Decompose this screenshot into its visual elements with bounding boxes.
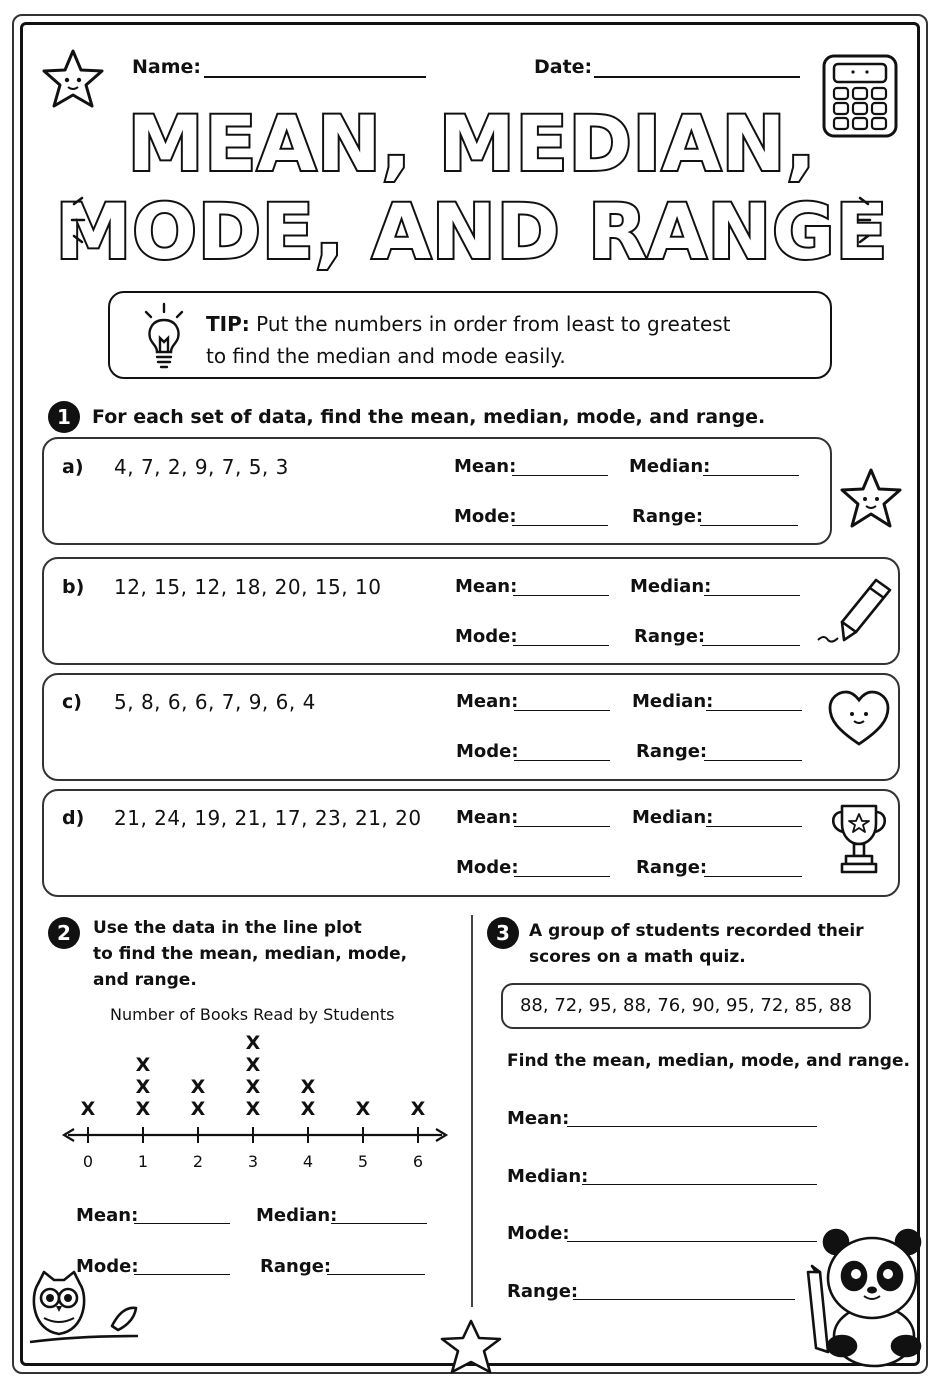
median-answer-field[interactable] (706, 826, 802, 827)
plot-tick-label: 4 (302, 1152, 314, 1171)
plot-tick-label: 5 (357, 1152, 369, 1171)
plot-x-mark: X (190, 1098, 206, 1120)
median-label: Median: (256, 1205, 338, 1226)
mean-label: Mean: (455, 576, 518, 597)
range-label: Range: (636, 741, 708, 762)
plot-x-mark: X (190, 1076, 206, 1098)
sparkle-left-icon (54, 190, 94, 250)
plot-tick-label: 3 (247, 1152, 259, 1171)
range-answer-field[interactable] (704, 760, 802, 761)
panda-icon (802, 1228, 922, 1368)
mode-label: Mode: (76, 1256, 139, 1277)
row-letter: d) (62, 807, 85, 829)
star-icon (836, 466, 906, 532)
pencil-icon (814, 574, 900, 646)
row-data: 5, 8, 6, 6, 7, 9, 6, 4 (114, 690, 316, 714)
plot-x-mark: X (245, 1054, 261, 1076)
mean-answer-field[interactable] (512, 475, 608, 476)
range-answer-field[interactable] (700, 525, 798, 526)
median-label: Median: (629, 456, 711, 477)
section-3-instruction-line-2: scores on a math quiz. (529, 947, 746, 967)
median-answer-field[interactable] (706, 710, 802, 711)
section-1-badge: 1 (48, 401, 80, 433)
row-data: 4, 7, 2, 9, 7, 5, 3 (114, 455, 289, 479)
title-line-2: MODE, AND RANGE (55, 187, 889, 276)
mode-label: Mode: (455, 626, 518, 647)
plot-tick-label: 1 (137, 1152, 149, 1171)
median-answer-field[interactable] (331, 1223, 427, 1224)
median-answer-field[interactable] (582, 1184, 817, 1185)
tip-label: TIP: (206, 312, 250, 336)
mean-label: Mean: (76, 1205, 139, 1226)
lightbulb-icon (138, 300, 190, 372)
section-2-instruction-line-1: Use the data in the line plot (93, 918, 362, 938)
tip-line-2: to find the median and mode easily. (206, 344, 566, 368)
mode-label: Mode: (456, 741, 519, 762)
plot-x-mark: X (300, 1098, 316, 1120)
mean-answer-field[interactable] (567, 1126, 817, 1127)
tip-text (206, 308, 731, 372)
median-answer-field[interactable] (703, 475, 799, 476)
median-label: Median: (632, 691, 714, 712)
plot-x-mark: X (80, 1098, 96, 1120)
tip-line-1: Put the numbers in order from least to greatest (256, 312, 731, 336)
sparkle-right-icon (848, 190, 888, 250)
section-3-badge: 3 (487, 917, 519, 949)
section-3-find-text: Find the mean, median, mode, and range. (507, 1051, 910, 1071)
range-label: Range: (507, 1281, 579, 1302)
mean-label: Mean: (456, 691, 519, 712)
range-label: Range: (636, 857, 708, 878)
mean-label: Mean: (456, 807, 519, 828)
range-answer-field[interactable] (704, 876, 802, 877)
date-field[interactable] (594, 76, 800, 78)
range-answer-field[interactable] (573, 1299, 795, 1300)
row-letter: a) (62, 456, 84, 478)
plot-tick-label: 2 (192, 1152, 204, 1171)
title-line-1: MEAN, MEDIAN, (127, 99, 817, 188)
plot-x-mark: X (245, 1032, 261, 1054)
plot-x-mark: X (245, 1098, 261, 1120)
range-label: Range: (260, 1256, 332, 1277)
trophy-icon (826, 800, 892, 878)
heart-icon (826, 688, 892, 750)
mode-answer-field[interactable] (512, 525, 608, 526)
mean-answer-field[interactable] (514, 710, 610, 711)
mean-answer-field[interactable] (134, 1223, 230, 1224)
plot-tick-label: 0 (82, 1152, 94, 1171)
plot-tick-label: 6 (412, 1152, 424, 1171)
mode-answer-field[interactable] (134, 1274, 230, 1275)
mode-answer-field[interactable] (567, 1241, 817, 1242)
row-data: 21, 24, 19, 21, 17, 23, 21, 20 (114, 806, 422, 830)
plot-title: Number of Books Read by Students (110, 1005, 395, 1024)
median-label: Median: (630, 576, 712, 597)
range-answer-field[interactable] (327, 1274, 425, 1275)
mean-answer-field[interactable] (514, 826, 610, 827)
line-plot (60, 1025, 450, 1185)
section-3-instruction-line-1: A group of students recorded their (529, 921, 864, 941)
mode-answer-field[interactable] (514, 760, 610, 761)
median-label: Median: (507, 1166, 589, 1187)
section-divider (471, 915, 473, 1307)
row-letter: c) (62, 691, 82, 713)
name-label: Name: (132, 56, 202, 78)
section-2-badge: 2 (48, 917, 80, 949)
section-2-instruction (93, 915, 407, 993)
date-label: Date: (534, 56, 593, 78)
mode-answer-field[interactable] (513, 645, 609, 646)
mode-label: Mode: (454, 506, 517, 527)
section-2-instruction-line-2: to find the mean, median, mode, (93, 944, 408, 964)
row-letter: b) (62, 576, 85, 598)
star-icon (438, 1318, 504, 1376)
range-answer-field[interactable] (702, 645, 800, 646)
mode-answer-field[interactable] (514, 876, 610, 877)
plot-x-mark: X (135, 1098, 151, 1120)
row-data: 12, 15, 12, 18, 20, 15, 10 (114, 575, 382, 599)
range-label: Range: (632, 506, 704, 527)
problem-row-a (42, 437, 832, 545)
owl-icon (26, 1266, 146, 1366)
plot-x-mark: X (300, 1076, 316, 1098)
section-1-instruction: For each set of data, find the mean, median, mode, and range. (92, 406, 766, 428)
median-label: Median: (632, 807, 714, 828)
median-answer-field[interactable] (704, 595, 800, 596)
plot-x-mark: X (410, 1098, 426, 1120)
plot-x-mark: X (135, 1054, 151, 1076)
section-2-instruction-line-3: and range. (93, 970, 197, 990)
mode-label: Mode: (456, 857, 519, 878)
plot-x-mark: X (245, 1076, 261, 1098)
problem-row-b (42, 557, 900, 665)
mean-label: Mean: (507, 1108, 570, 1129)
range-label: Range: (634, 626, 706, 647)
mean-answer-field[interactable] (513, 595, 609, 596)
mean-label: Mean: (454, 456, 517, 477)
scores-box: 88, 72, 95, 88, 76, 90, 95, 72, 85, 88 (501, 983, 871, 1029)
name-field[interactable] (204, 76, 426, 78)
mode-label: Mode: (507, 1223, 570, 1244)
plot-x-mark: X (135, 1076, 151, 1098)
plot-x-mark: X (355, 1098, 371, 1120)
section-3-instruction (529, 918, 864, 970)
